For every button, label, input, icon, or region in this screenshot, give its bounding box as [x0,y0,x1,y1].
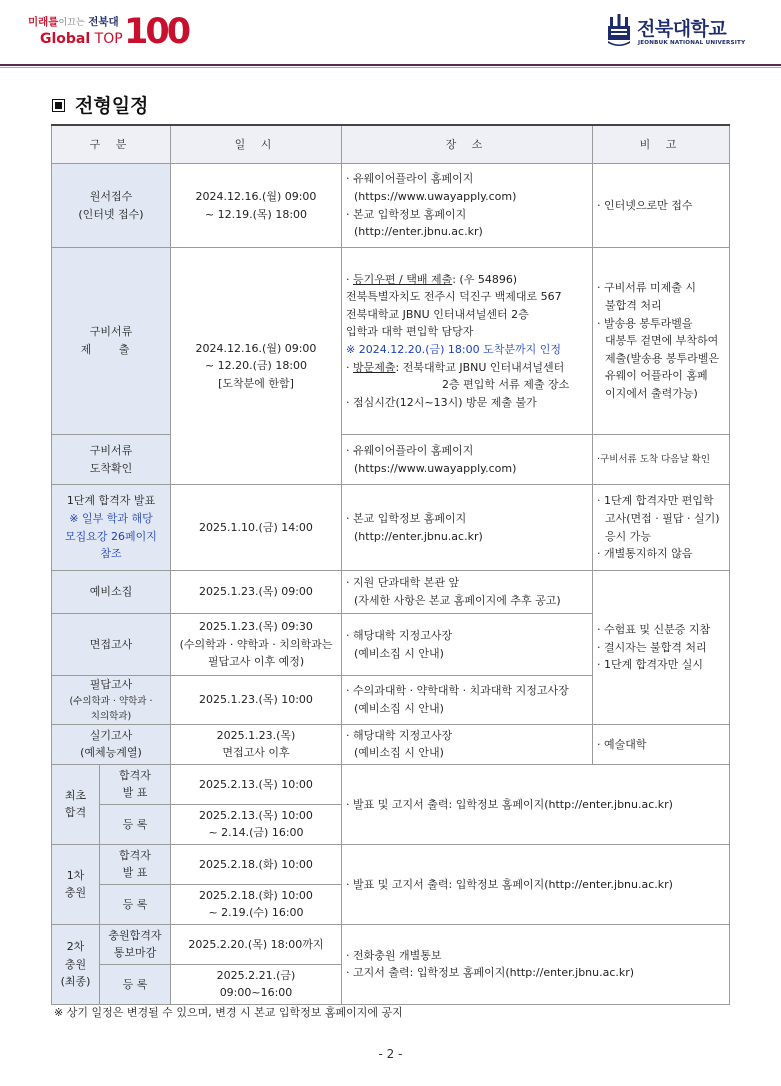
remark-cell: · 수험표 및 신분증 지참 · 결시자는 불합격 처리 · 1단계 합격자만 실시 [593,571,730,725]
logo-100-mark: 100 [124,12,189,52]
table-header-row [52,125,730,164]
square-bullet-icon [52,99,65,112]
place-cell: · 본교 입학정보 홈페이지 (http://enter.jbnu.ac.kr) [342,485,593,571]
datetime-cell: 2025.1.10.(금) 14:00 [171,485,342,571]
table-row [52,571,730,614]
subcategory-cell: 충원합격자 통보마감 [100,924,171,964]
table-row [52,485,730,571]
deadline-note: ※ 2024.12.20.(금) 18:00 도착분까지 인정 [346,343,561,356]
table-row [52,248,730,435]
university-name: 전북대학교 [637,18,727,40]
category-cell: 예비소집 [52,571,171,614]
table-row [52,764,730,804]
subcategory-cell: 등 록 [100,804,171,844]
university-logo [607,14,747,54]
datetime-cell: 2025.2.20.(목) 18:00까지 [171,924,342,964]
place-cell: · 유웨이어플라이 홈페이지 (https://www.uwayapply.com) [342,435,593,485]
category-cell: 2차 충원 (최종) [52,924,100,1004]
remark-cell: · 인터넷으로만 접수 [593,164,730,248]
remark-cell: · 구비서류 미제출 시 불합격 처리 · 발송용 봉투라벨을 대봉투 겉면에 부착하여 제출(발송용 봉투라벨은 유웨이 어플라이 홈페 이지에서 출력가능) [593,248,730,435]
category-cell: 실기고사 (예체능계열) [52,724,171,764]
place-cell: · 해당대학 지정고사장 (예비소집 시 안내) [342,614,593,676]
place-cell: · 등기우편 / 택배 제출: (우 54896) 전북특별자치도 전주시 덕진구 백제대로 567 전북대학교 JBNU 인터내셔널센터 2층 입학과 대학 편입학 담당자 ※ 2024.12.20.(금) 18:00 도착분까지 인정 · 방문제출: 전북대학교 JBNU 인터내셔널센터 2층 편입학 서류 제출 장소 · 점심시간(12시~13시) 방문 제출 불가 [342,248,593,435]
university-emblem-icon [607,14,631,48]
page-header [0,0,781,66]
datetime-cell: 2025.2.13.(목) 10:00 [171,764,342,804]
subcategory-cell: 등 록 [100,884,171,924]
footnote: ※ 상기 일정은 변경될 수 있으며, 변경 시 본교 입학정보 홈페이지에 공지 [54,1006,403,1019]
table-row [52,724,730,764]
datetime-cell: 2025.1.23.(목) 면접고사 이후 [171,724,342,764]
place-cell: · 발표 및 고지서 출력: 입학정보 홈페이지(http://enter.jbnu.ac.kr) [342,844,730,924]
logo-slogan: 미래를이끄는 전북대 [28,16,119,28]
category-cell: 1차 충원 [52,844,100,924]
place-cell: · 전화충원 개별통보 · 고지서 출력: 입학정보 홈페이지(http://enter.jbnu.ac.kr) [342,924,730,1004]
header-remark: 비 고 [593,125,730,164]
category-cell: 구비서류 도착확인 [52,435,171,485]
category-cell: 1단계 합격자 발표 ※ 일부 학과 해당 모집요강 26페이지 참조 [52,485,171,571]
schedule-table [51,124,730,1005]
subcategory-cell: 합격자 발 표 [100,844,171,884]
datetime-cell: 2025.2.13.(목) 10:00 ~ 2.14.(금) 16:00 [171,804,342,844]
place-cell: · 유웨이어플라이 홈페이지 (https://www.uwayapply.com) · 본교 입학정보 홈페이지 (http://enter.jbnu.ac.kr) [342,164,593,248]
remark-cell: · 예술대학 [593,724,730,764]
place-cell: · 지원 단과대학 본관 앞 (자세한 사항은 본교 홈페이지에 추후 공고) [342,571,593,614]
category-cell: 구비서류 제 출 [52,248,171,435]
datetime-cell: 2025.1.23.(목) 10:00 [171,676,342,725]
header-category: 구 분 [52,125,171,164]
place-cell: · 수의과대학 · 약학대학 · 치과대학 지정고사장 (예비소집 시 안내) [342,676,593,725]
category-cell: 최초 합격 [52,764,100,844]
remark-cell: · 1단계 합격자만 편입학 고사(면접 · 필답 · 실기) 응시 가능 · 개별통지하지 않음 [593,485,730,571]
datetime-cell: 2025.2.21.(금) 09:00~16:00 [171,964,342,1004]
table-row [52,844,730,884]
datetime-cell: 2025.1.23.(목) 09:30 (수의학과 · 약학과 · 치의학과는 필답고사 이후 예정) [171,614,342,676]
page-number: - 2 - [378,1047,403,1061]
datetime-cell: 2024.12.16.(월) 09:00 ~ 12.20.(금) 18:00 [도착분에 한함] [171,248,342,485]
datetime-cell: 2025.1.23.(목) 09:00 [171,571,342,614]
category-cell: 면접고사 [52,614,171,676]
section-title: 전형일정 [52,91,148,118]
table-row [52,924,730,964]
remark-cell: ·구비서류 도착 다음날 확인 [593,435,730,485]
logo-global-top: Global TOP [40,31,123,47]
table-row [52,164,730,248]
header-rule [0,64,781,66]
header-place: 장 소 [342,125,593,164]
datetime-cell: 2025.2.18.(화) 10:00 ~ 2.19.(수) 16:00 [171,884,342,924]
university-name-english: JEONBUK NATIONAL UNIVERSITY [638,40,746,46]
table-row [52,435,730,485]
subcategory-cell: 합격자 발 표 [100,764,171,804]
datetime-cell: 2025.2.18.(화) 10:00 [171,844,342,884]
header-rule-thin [0,67,781,68]
global-top-100-logo [28,12,198,52]
header-datetime: 일 시 [171,125,342,164]
category-cell: 원서접수 (인터넷 접수) [52,164,171,248]
subcategory-cell: 등 록 [100,964,171,1004]
category-cell: 필답고사 (수의학과 · 약학과 · 치의학과) [52,676,171,725]
place-cell: · 해당대학 지정고사장 (예비소집 시 안내) [342,724,593,764]
datetime-cell: 2024.12.16.(월) 09:00 ~ 12.19.(목) 18:00 [171,164,342,248]
place-cell: · 발표 및 고지서 출력: 입학정보 홈페이지(http://enter.jbnu.ac.kr) [342,764,730,844]
